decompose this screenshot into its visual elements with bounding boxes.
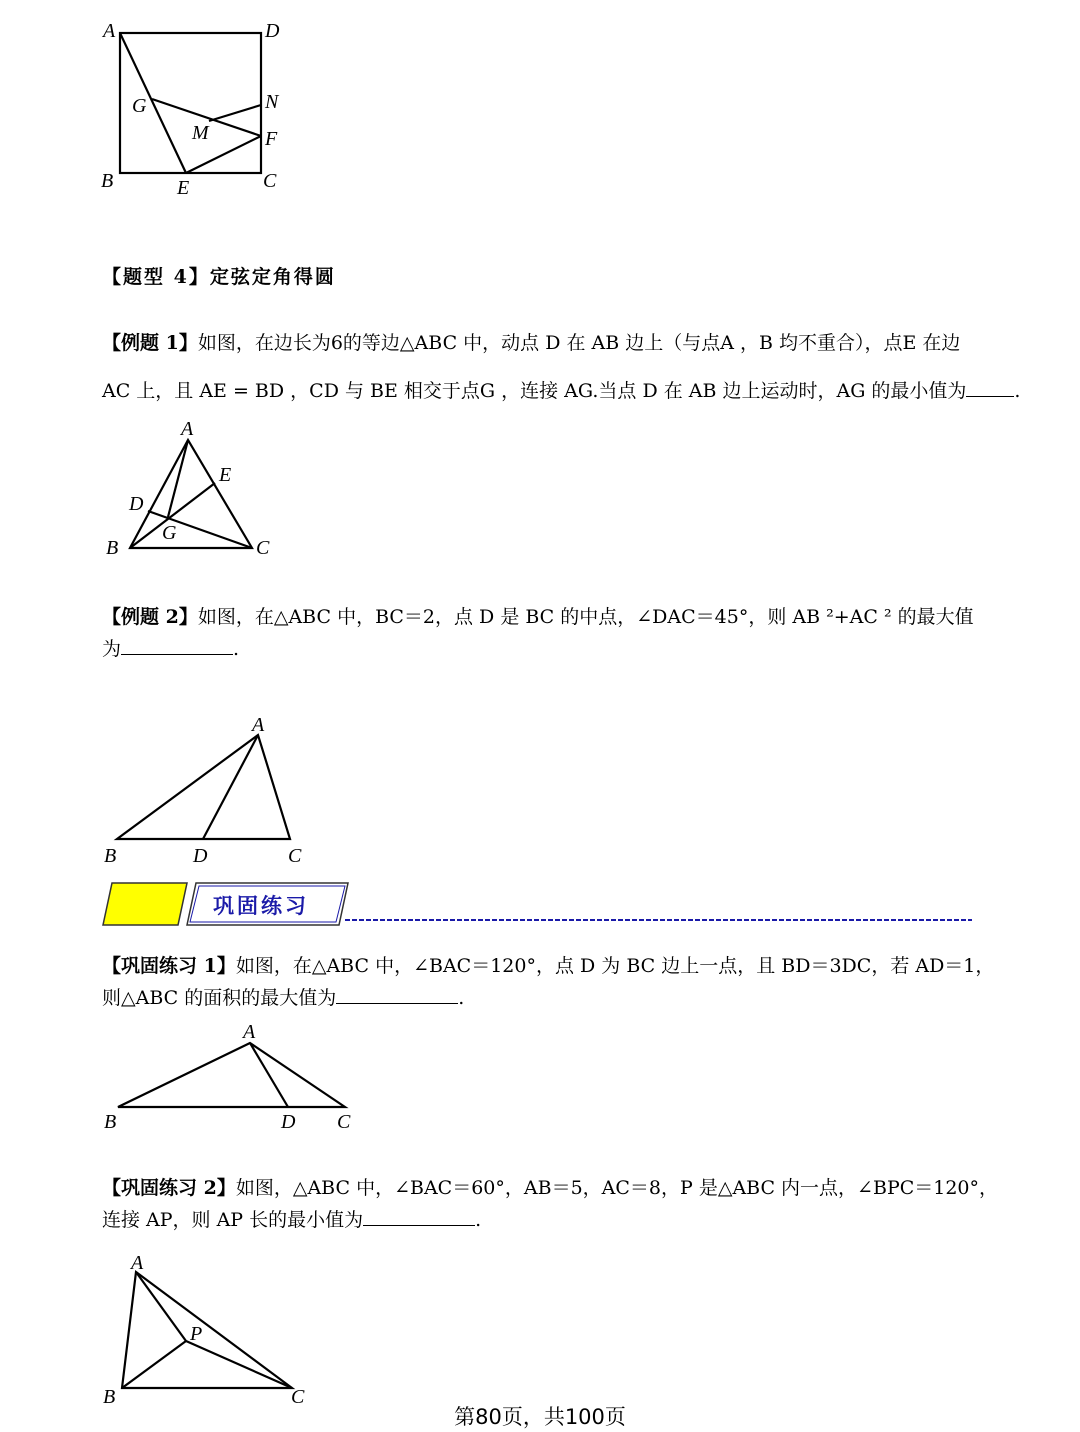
label-E: E xyxy=(177,177,190,199)
answer-blank xyxy=(121,636,233,655)
practice2-text2: 连接 AP，则 AP 长的最小值为 xyxy=(102,1209,364,1231)
example2-line1 xyxy=(102,604,974,630)
label-D: D xyxy=(129,493,144,515)
label-C: C xyxy=(288,845,302,867)
answer-blank xyxy=(363,1207,475,1226)
answer-blank xyxy=(966,378,1014,397)
label-B: B xyxy=(103,1386,116,1408)
label-B: B xyxy=(104,845,117,867)
practice2-line2 xyxy=(102,1207,481,1233)
label-A: A xyxy=(243,1021,256,1043)
example2-text2: 为 xyxy=(102,638,122,660)
period: . xyxy=(475,1209,482,1231)
practice1-line1 xyxy=(102,953,994,979)
label-M: M xyxy=(192,122,209,144)
label-B: B xyxy=(104,1111,117,1133)
practice1-text1: 如图，在△ABC 中，∠BAC＝120°，点 D 为 BC 边上一点，且 BD＝3DC，若 AD＝1， xyxy=(235,955,995,977)
label-A: A xyxy=(181,418,194,440)
answer-blank xyxy=(336,985,458,1004)
example1-line2 xyxy=(102,378,1020,404)
example1-line1 xyxy=(102,330,960,356)
practice1-line2 xyxy=(102,985,464,1011)
label-C: C xyxy=(263,170,277,192)
section-heading: 【题型 4】定弦定角得圆 xyxy=(102,266,336,288)
period: . xyxy=(458,987,465,1009)
label-C: C xyxy=(291,1386,305,1408)
example2-line2 xyxy=(102,636,239,662)
example1-text2: AC 上，且 AE = BD ，CD 与 BE 相交于点G ，连接 AG.当点 D 在 AB 边上运动时，AG 的最小值为 xyxy=(102,380,967,402)
label-P: P xyxy=(190,1323,203,1345)
label-C: C xyxy=(337,1111,351,1133)
label-D: D xyxy=(193,845,208,867)
label-A: A xyxy=(252,714,265,736)
label-B: B xyxy=(106,537,119,559)
example2-text1: 如图，在△ABC 中，BC＝2，点 D 是 BC 的中点，∠DAC＝45°，则 AB ²+AC ² 的最大值 xyxy=(197,606,974,628)
label-F: F xyxy=(265,128,278,150)
label-B: B xyxy=(101,170,114,192)
label-E: E xyxy=(219,464,232,486)
practice2-line1 xyxy=(102,1175,998,1201)
period: . xyxy=(1014,380,1021,402)
example2-tag: 【例题 2】 xyxy=(102,606,198,628)
label-D: D xyxy=(265,20,280,42)
label-D: D xyxy=(281,1111,296,1133)
label-G: G xyxy=(132,95,147,117)
label-G: G xyxy=(162,522,177,544)
example1-tag: 【例题 1】 xyxy=(102,332,198,354)
label-A: A xyxy=(103,20,116,42)
label-N: N xyxy=(265,91,279,113)
practice1-tag: 【巩固练习 1】 xyxy=(102,955,236,977)
practice1-text2: 则△ABC 的面积的最大值为 xyxy=(102,987,337,1009)
label-C: C xyxy=(256,537,270,559)
example1-text1: 如图，在边长为6的等边△ABC 中，动点 D 在 AB 边上（与点A ，B 均不重合），点E 在边 xyxy=(197,332,961,354)
page-footer: 第80页，共100页 xyxy=(454,1405,626,1429)
practice2-text1: 如图，△ABC 中，∠BAC＝60°，AB＝5，AC＝8，P 是△ABC 内一点，∠BPC＝120°， xyxy=(235,1177,999,1199)
banner-title: 巩固练习 xyxy=(213,894,309,918)
label-A: A xyxy=(131,1252,144,1274)
practice2-tag: 【巩固练习 2】 xyxy=(102,1177,236,1199)
period: . xyxy=(233,638,240,660)
